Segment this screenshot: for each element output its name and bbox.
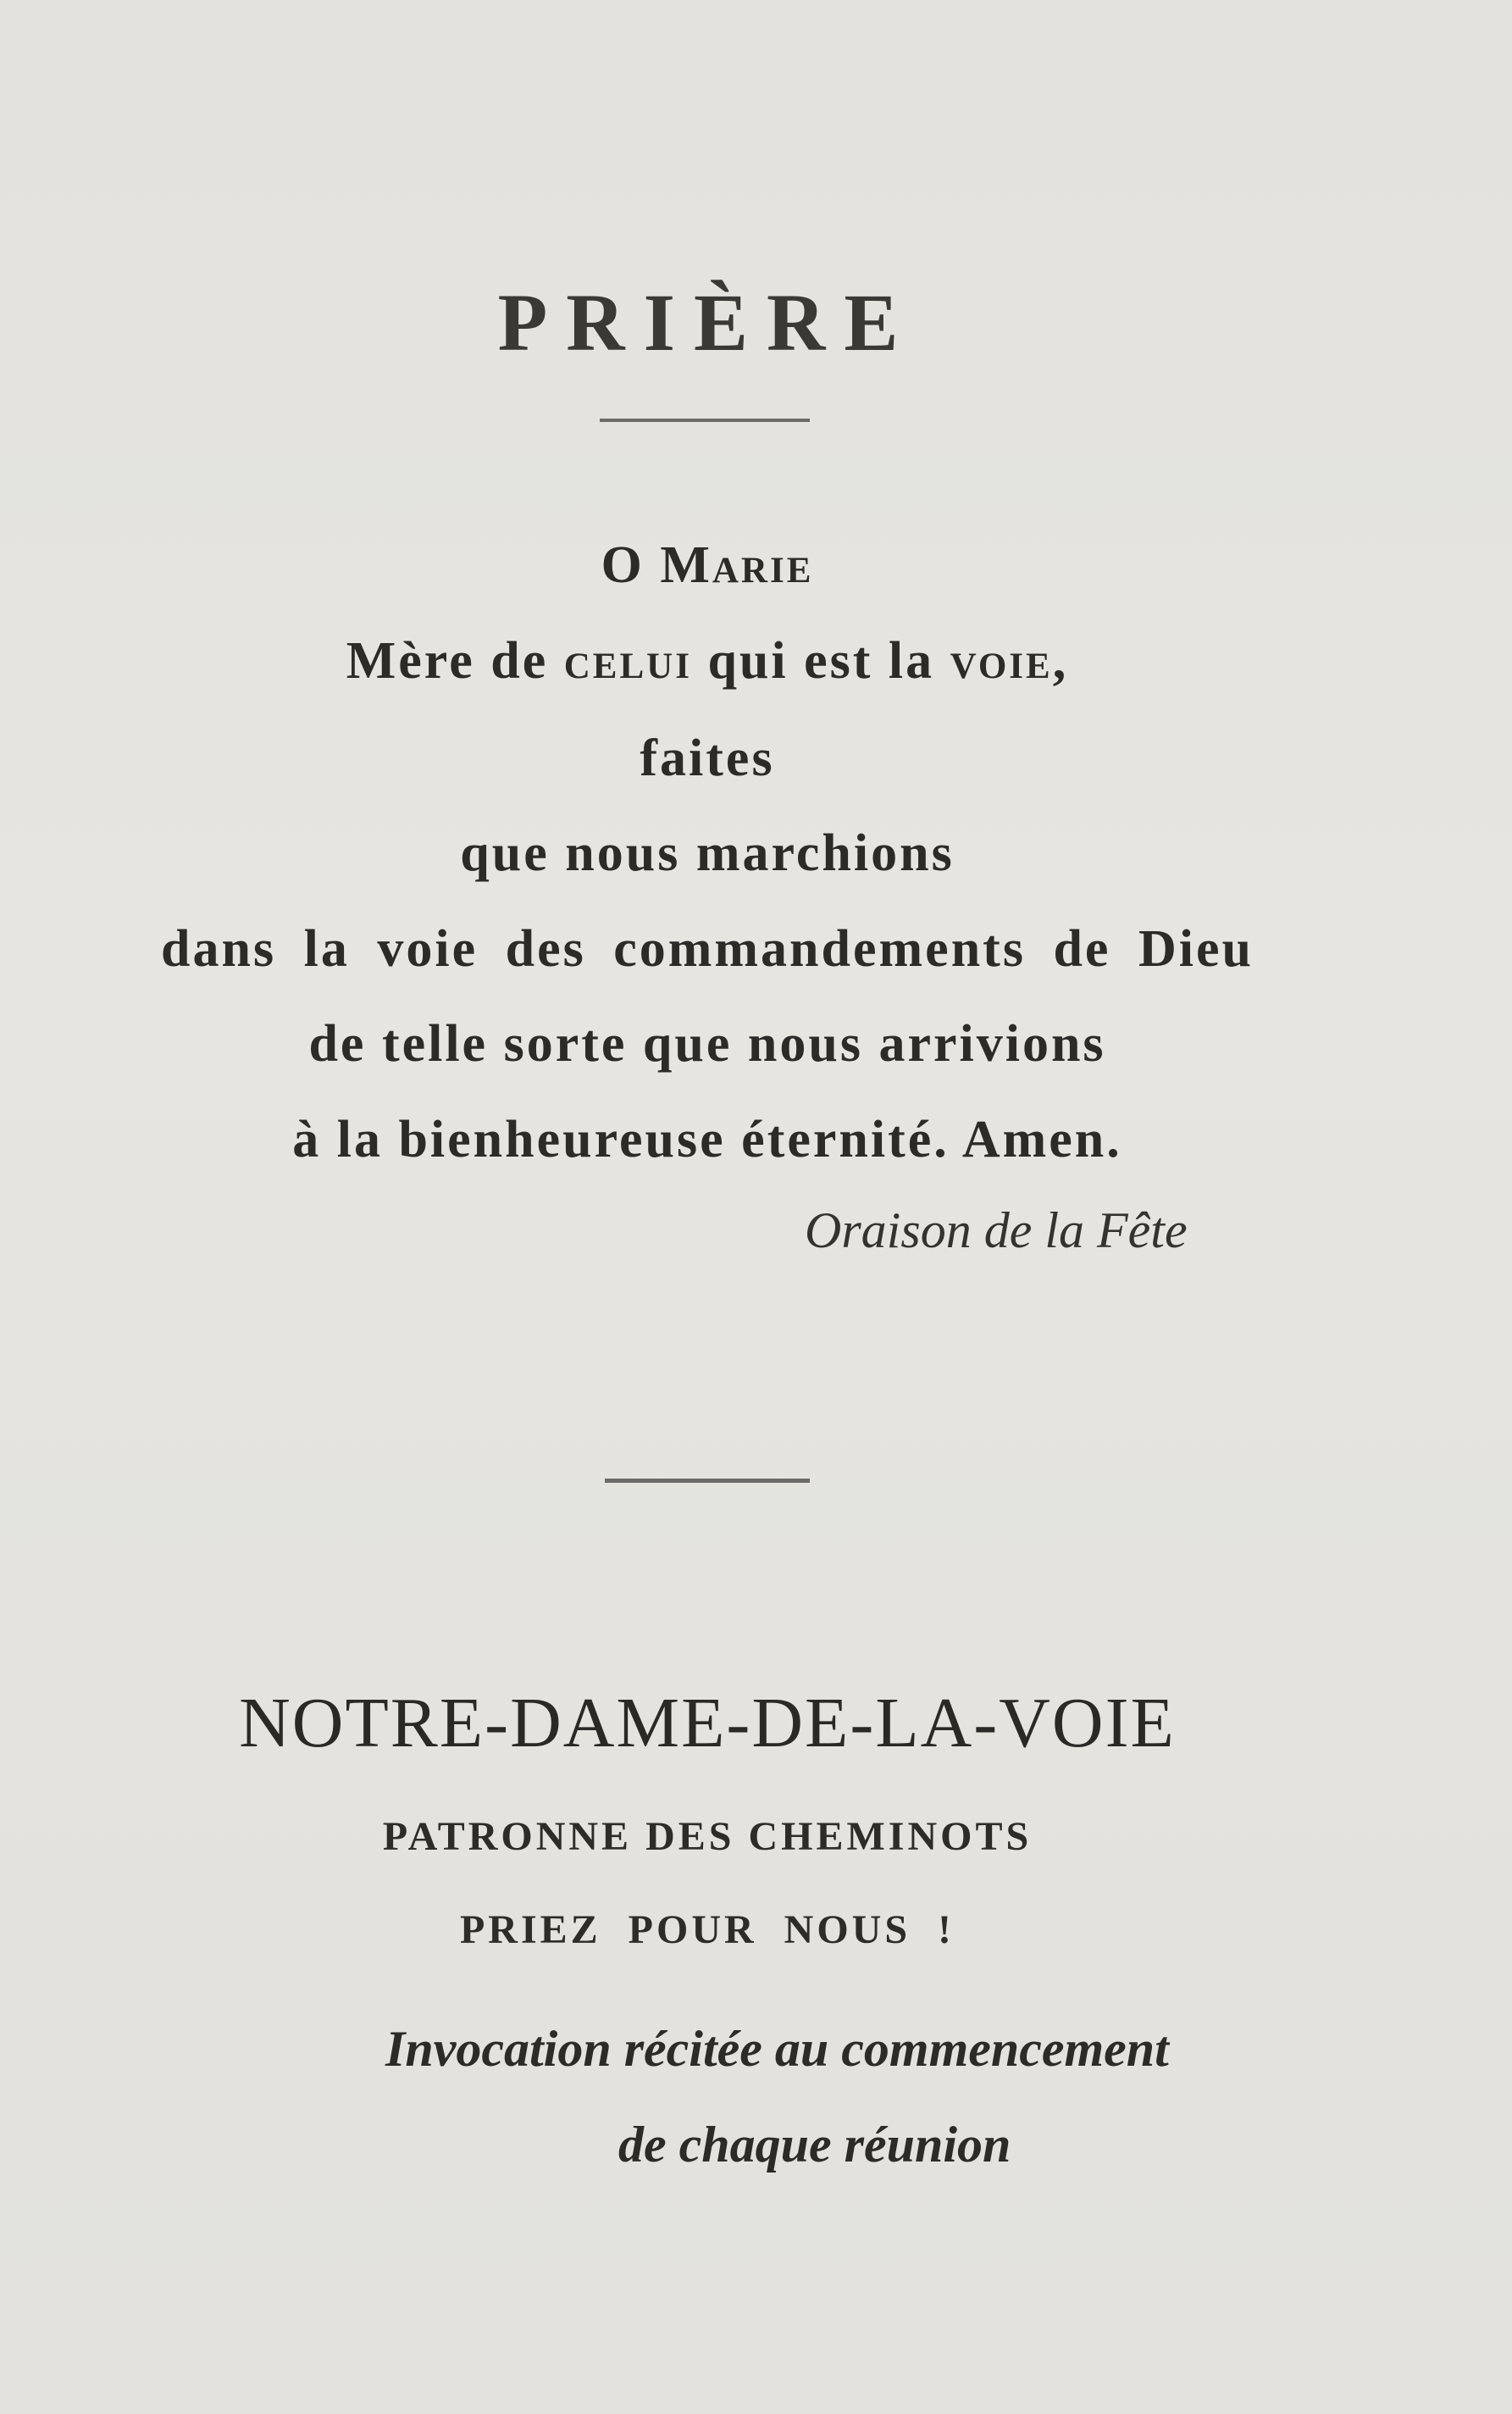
prayer-line-6: de telle sorte que nous arrivions bbox=[308, 1015, 1106, 1073]
divider-middle bbox=[605, 1479, 810, 1483]
prayer-line-2-prefix: Mère de bbox=[346, 632, 564, 690]
page-title: PRIÈRE bbox=[497, 277, 917, 368]
prayer-line-4: que nous marchions bbox=[460, 824, 955, 882]
prayer-line-1: O Marie bbox=[601, 536, 814, 594]
invocation-line-1: PATRONNE DES CHEMINOTS bbox=[382, 1814, 1033, 1859]
divider-top bbox=[600, 419, 810, 422]
prayer-line-7: à la bienheureuse éternité. Amen. bbox=[292, 1111, 1122, 1168]
invocation-heading: NOTRE-DAME-DE-LA-VOIE bbox=[239, 1684, 1176, 1762]
prayer-line-2-celui: celui bbox=[563, 632, 692, 690]
prayer-line-2-middle: qui est la bbox=[691, 632, 950, 690]
prayer-line-5: dans la voie des commandements de Dieu bbox=[161, 920, 1254, 978]
prayer-source: Oraison de la Fête bbox=[805, 1202, 1188, 1258]
prayer-line-3: faites bbox=[640, 730, 775, 787]
invocation-line-2: PRIEZ POUR NOUS ! bbox=[459, 1907, 955, 1952]
invocation-note-line-2: de chaque réunion bbox=[618, 2117, 1011, 2173]
prayer-line-2 bbox=[0, 631, 1415, 691]
prayer-line-2-voie: voie bbox=[950, 632, 1053, 690]
prayer-line-2-suffix: , bbox=[1052, 632, 1069, 690]
invocation-note-line-1: Invocation récitée au commencement bbox=[385, 2021, 1169, 2077]
